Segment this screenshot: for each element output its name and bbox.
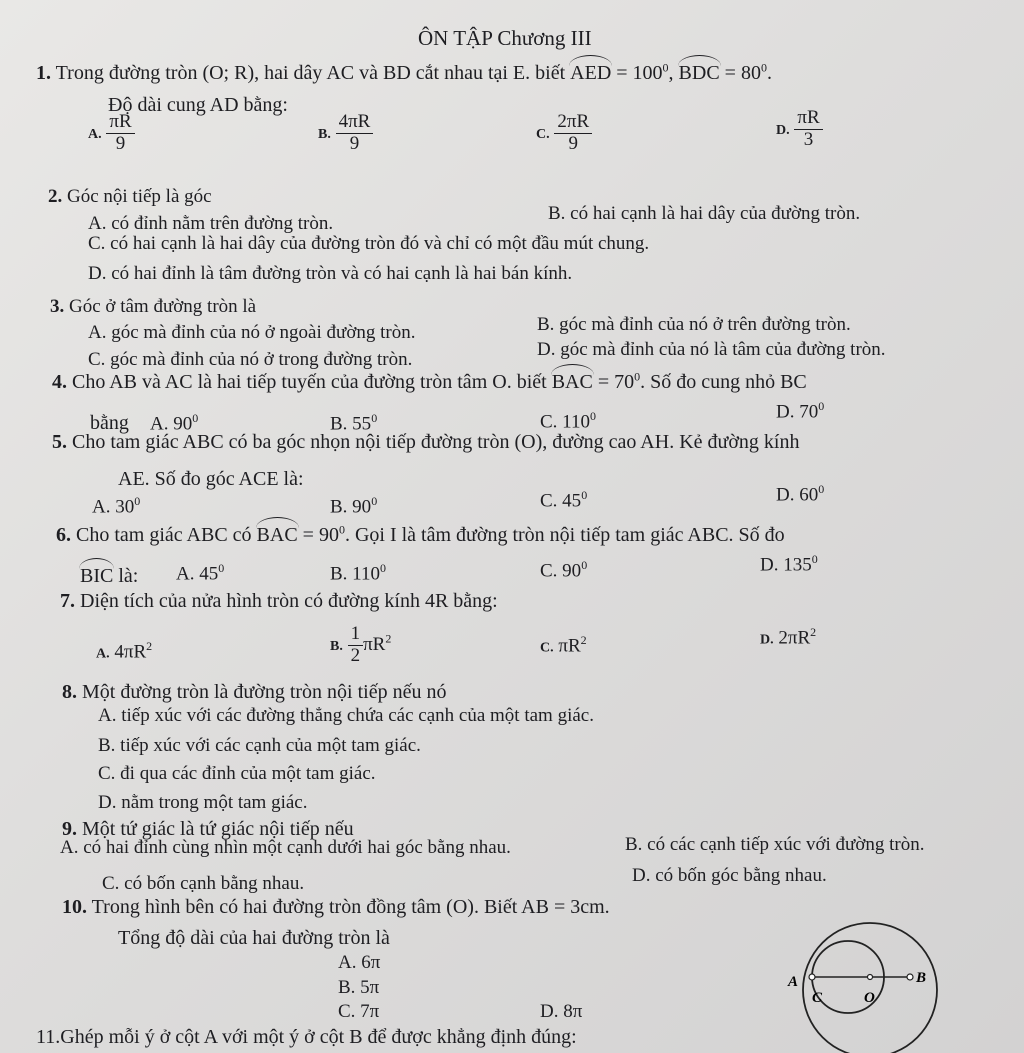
q5-option-d: D. $60^0$ (776, 482, 825, 506)
q7-option-d: D. $2\pi R^2$ (760, 625, 817, 649)
question-8: 8. Một đường tròn là đường tròn nội tiếp nếu nó (62, 681, 447, 703)
question-1-prompt: Độ dài cung AD bằng: (108, 94, 288, 116)
q8-option-c: C. đi qua các đỉnh của một tam giác. (98, 763, 376, 784)
q6-line2: BIC là: (80, 558, 138, 588)
q4-option-a: A. $90^0$ (150, 411, 199, 435)
label-c: C (812, 990, 823, 1006)
q5-option-b: B. $90^0$ (330, 494, 378, 518)
question-10-line2: Tổng độ dài của hai đường tròn là (118, 927, 390, 949)
question-1: 1. Trong đường tròn (O; R), hai dây AC và BD cắt nhau tại E. biết AED = $100^0$, BDC = $80^0$. (36, 55, 772, 85)
page-title: ÔN TẬP Chương III (418, 26, 592, 50)
q5-option-a: A. $30^0$ (92, 494, 141, 518)
q2-option-a: A. có đỉnh nằm trên đường tròn. (88, 213, 334, 234)
question-7: 7. Diện tích của nửa hình tròn có đường kính 4R bằng: (60, 590, 498, 612)
q2-option-d: D. có hai đỉnh là tâm đường tròn và có hai cạnh là hai bán kính. (88, 263, 573, 284)
concentric-circles-figure (790, 920, 940, 1053)
question-3: 3. Góc ở tâm đường tròn là (50, 296, 257, 317)
q8-option-d: D. nằm trong một tam giác. (98, 792, 308, 813)
q9-option-b: B. có các cạnh tiếp xúc với đường tròn. (625, 834, 925, 855)
q10-option-c: C. 7π (338, 1001, 380, 1022)
q9-option-c: C. có bốn cạnh bằng nhau. (102, 873, 305, 894)
question-11: 11.Ghép mỗi ý ở cột A với một ý ở cột B để được khẳng định đúng: (36, 1026, 577, 1048)
q7-option-b: B. $\frac{1}{2}$ $\pi R^2$ (330, 623, 392, 666)
question-9: 9. Một tứ giác là tứ giác nội tiếp nếu (62, 818, 354, 840)
q7-option-c: C. $\pi R^2$ (540, 633, 587, 657)
question-10: 10. Trong hình bên có hai đường tròn đồng tâm (O). Biết AB = 3cm. (62, 896, 610, 918)
q6-option-c: C. $90^0$ (540, 558, 588, 582)
q5-option-c: C. $45^0$ (540, 488, 588, 512)
q4-option-c: C. $110^0$ (540, 409, 596, 433)
q10-option-b: B. 5π (338, 977, 380, 998)
q4-option-d: D. $70^0$ (776, 399, 825, 423)
q3-option-a: A. góc mà đỉnh của nó ở ngoài đường tròn. (88, 322, 416, 343)
q7-option-a: A. $4\pi R^2$ (96, 639, 153, 663)
q3-option-b: B. góc mà đỉnh của nó ở trên đường tròn. (537, 314, 851, 335)
q4-option-b: B. $55^0$ (330, 411, 378, 435)
q4-lead: bằng (90, 412, 129, 434)
label-o: O (864, 990, 875, 1006)
q3-option-c: C. góc mà đỉnh của nó ở trong đường tròn. (88, 349, 413, 370)
question-2: 2. Góc nội tiếp là góc (48, 186, 212, 207)
q6-option-b: B. $110^0$ (330, 561, 386, 585)
q10-option-a: A. 6π (338, 952, 381, 973)
q6-option-a: A. $45^0$ (176, 561, 225, 585)
question-5: 5. Cho tam giác ABC có ba góc nhọn nội tiếp đường tròn (O), đường cao AH. Kẻ đường kính (52, 431, 800, 453)
q1-option-d: D. $\frac{\pi R}{3}$ (776, 108, 823, 151)
q1-option-a: A. $\frac{\pi R}{9}$ (88, 112, 135, 155)
q9-option-d: D. có bốn góc bằng nhau. (632, 865, 827, 886)
q6-option-d: D. $135^0$ (760, 552, 818, 576)
q3-option-d: D. góc mà đỉnh của nó là tâm của đường tròn. (537, 339, 886, 360)
q9-option-a: A. có hai đỉnh cùng nhìn một cạnh dưới hai góc bằng nhau. (60, 837, 511, 858)
question-5-line2: AE. Số đo góc ACE là: (118, 468, 304, 490)
question-4: 4. Cho AB và AC là hai tiếp tuyến của đường tròn tâm O. biết BAC = $70^0$. Số đo cung nhỏ BC (52, 364, 807, 394)
q1-option-c: C. $\frac{2\pi R}{9}$ (536, 112, 592, 155)
point-o (868, 975, 873, 980)
q8-option-a: A. tiếp xúc với các đường thẳng chứa các cạnh của một tam giác. (98, 705, 594, 726)
question-6: 6. Cho tam giác ABC có BAC = $90^0$. Gọi I là tâm đường tròn nội tiếp tam giác ABC. Số đo (56, 517, 785, 547)
outer-circle (803, 923, 937, 1053)
point-a (809, 974, 815, 980)
q8-option-b: B. tiếp xúc với các cạnh của một tam giác. (98, 735, 421, 756)
label-a: A (788, 974, 799, 990)
q1-option-b: B. $\frac{4\pi R}{9}$ (318, 112, 373, 155)
label-b: B (916, 970, 927, 986)
point-b (907, 974, 913, 980)
q2-option-c: C. có hai cạnh là hai dây của đường tròn đó và chỉ có một đầu mút chung. (88, 233, 650, 254)
q2-option-b: B. có hai cạnh là hai dây của đường tròn. (548, 203, 861, 224)
q10-option-d: D. 8π (540, 1001, 583, 1022)
